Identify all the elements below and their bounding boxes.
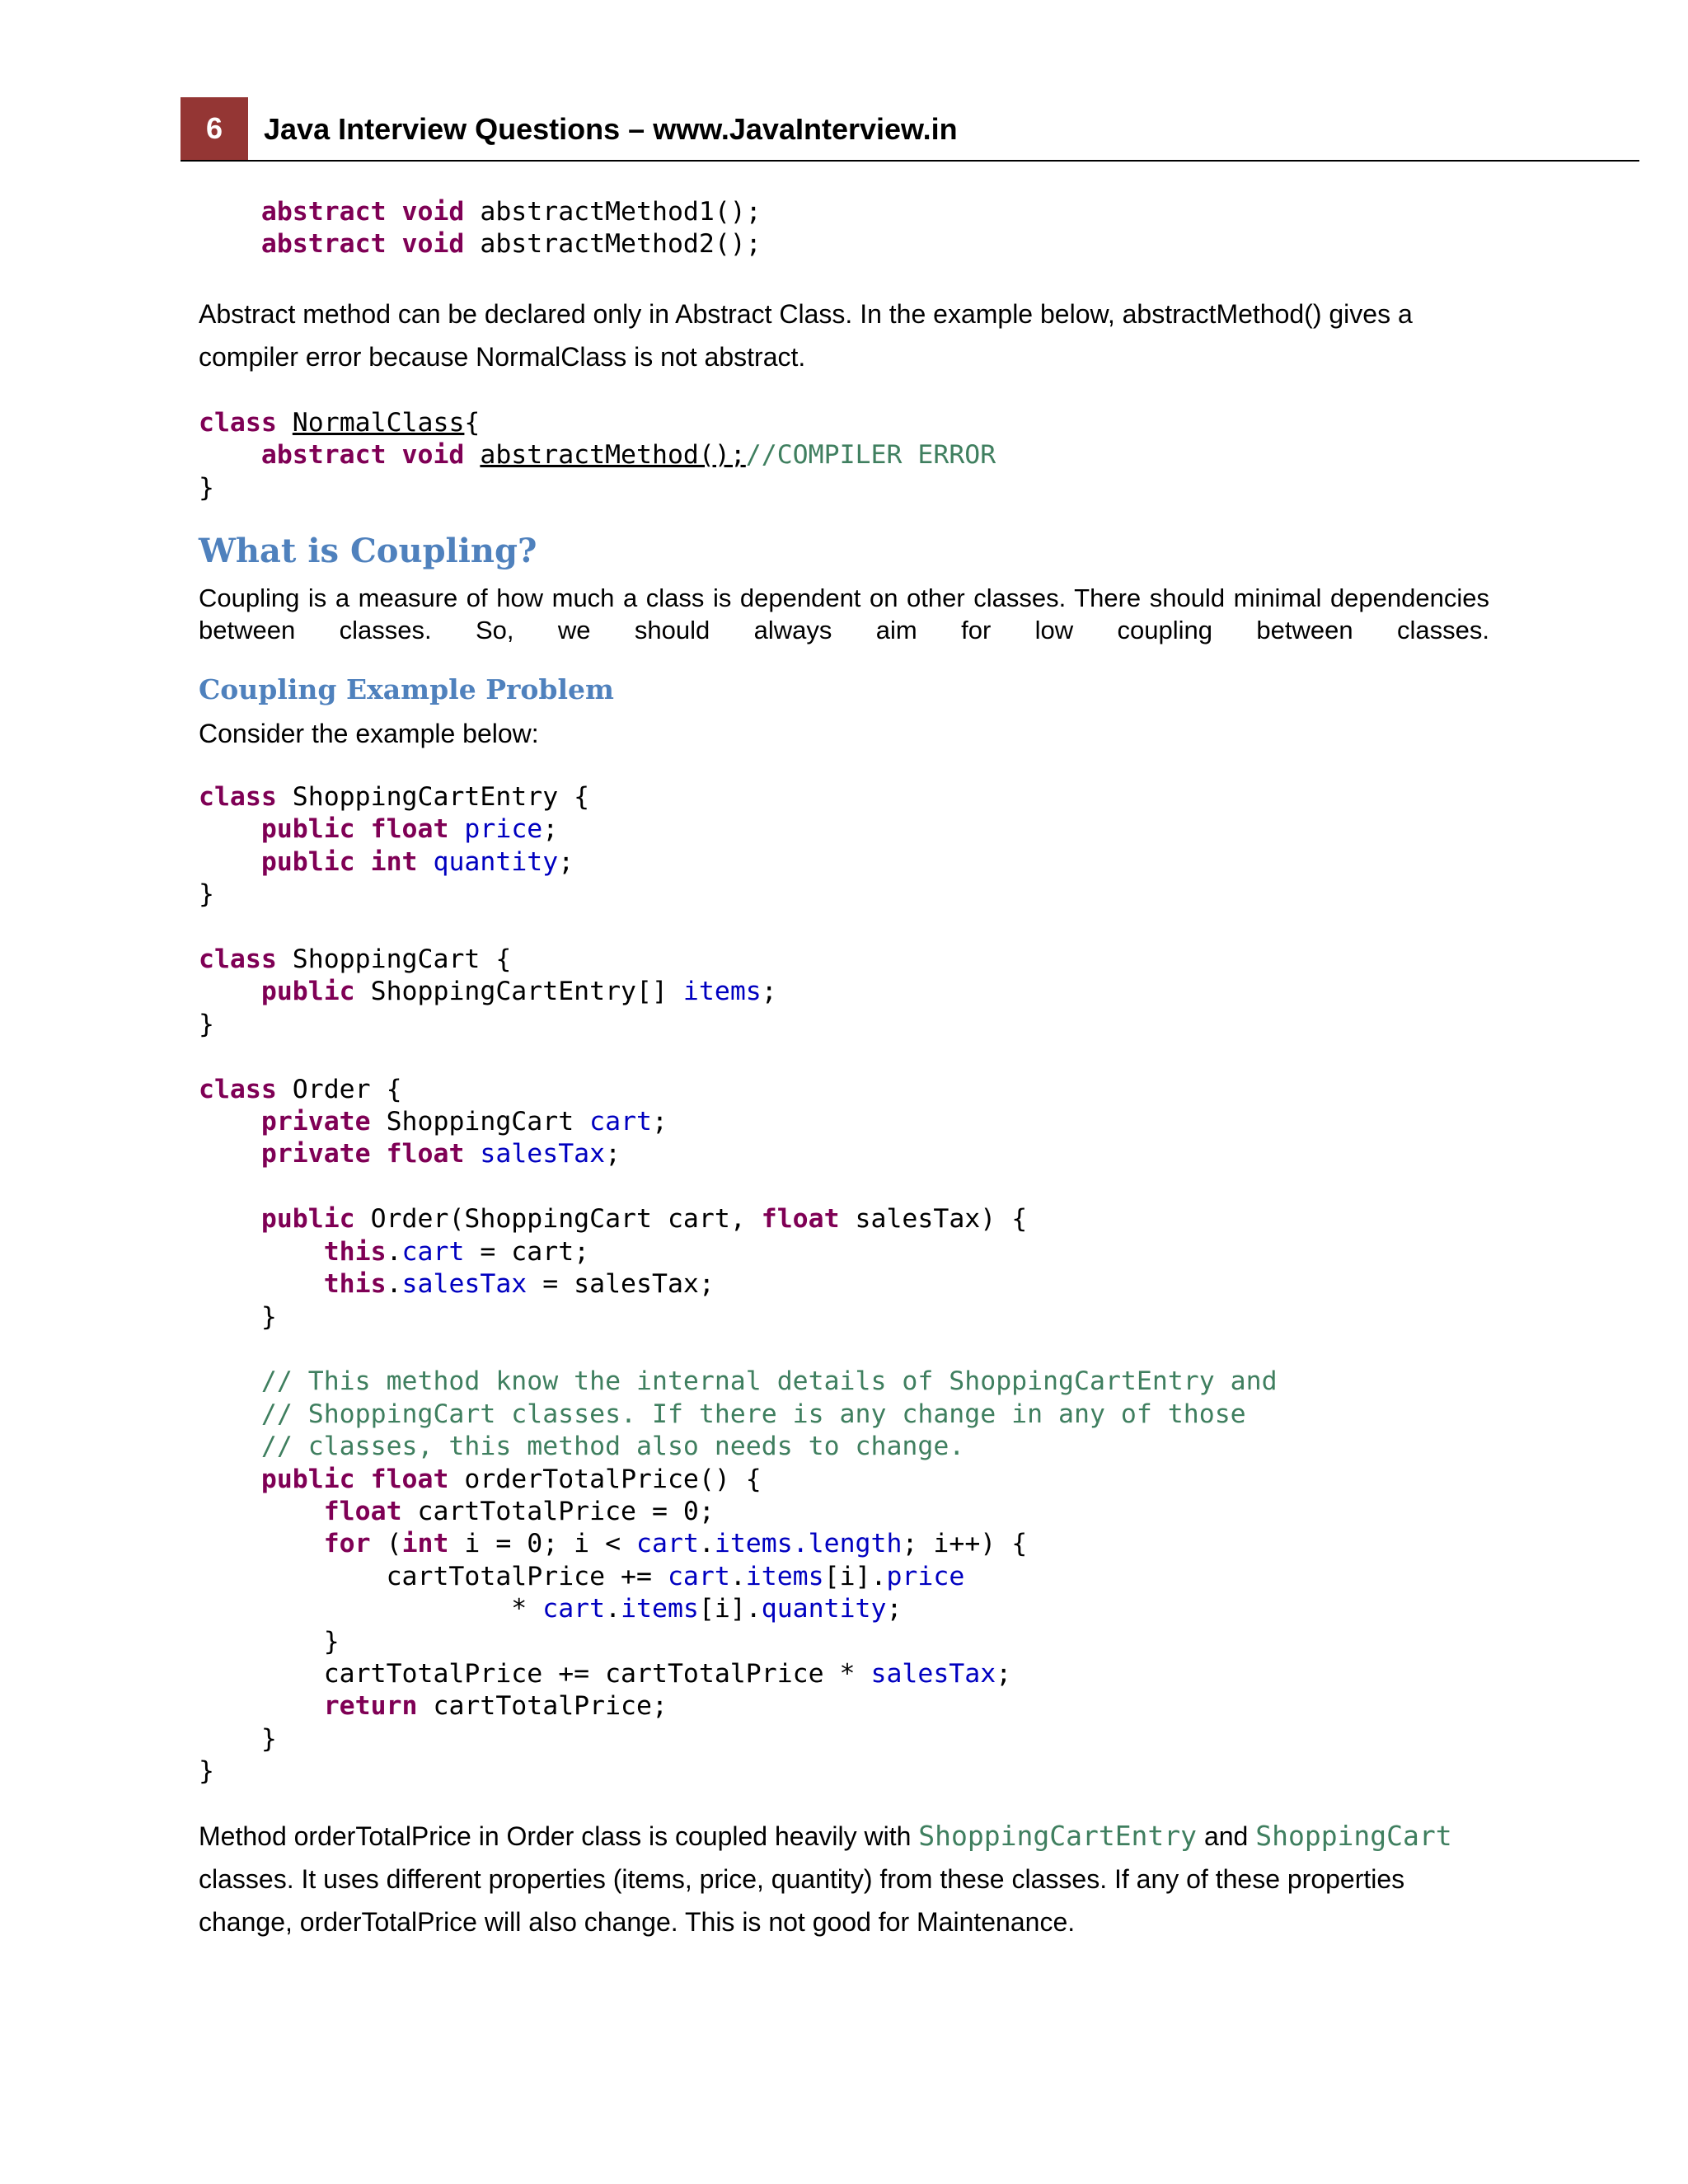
code-text: Order { [276, 1074, 402, 1104]
code-keyword: float [323, 1496, 402, 1526]
code-field: items [621, 1594, 699, 1624]
heading-what-is-coupling: What is Coupling? [199, 532, 537, 570]
code-text: cartTotalPrice = 0; [401, 1496, 715, 1526]
code-text: ShoppingCartEntry[] [354, 977, 683, 1007]
paragraph-text: classes. It uses different properties (items, price, quantity) from these classes. If any of these properties change, orderTotalPrice will also change. This is not good for Maintenance. [199, 1864, 1405, 1937]
code-text: = salesTax; [527, 1269, 715, 1300]
code-text: } [199, 472, 214, 503]
code-keyword: float [761, 1204, 840, 1235]
paragraph-coupling-definition: Coupling is a measure of how much a class is dependent on other classes. There should minimal dependencies between classes. So, we should always aim for low coupling between classes. [199, 583, 1489, 644]
code-keyword: float [370, 1464, 449, 1494]
code-keyword: abstract void [260, 440, 465, 471]
code-block-normal-class [199, 407, 996, 504]
code-text: abstractMethod1(); [464, 197, 762, 227]
code-text: abstractMethod2(); [464, 229, 762, 260]
code-keyword: for [323, 1529, 371, 1559]
code-comment: // ShoppingCart classes. If there is any change in any of those [260, 1399, 1246, 1429]
header-rule [181, 160, 1639, 162]
code-text: ; i++) { [902, 1529, 1028, 1559]
code-keyword: float [386, 1139, 465, 1169]
code-field: price [464, 814, 543, 845]
code-text: i = 0; i < [448, 1529, 637, 1559]
code-text: cartTotalPrice += cartTotalPrice * [323, 1658, 871, 1689]
code-keyword: private [260, 1107, 371, 1137]
code-field: salesTax [870, 1658, 996, 1689]
code-keyword: public [260, 846, 355, 877]
code-keyword: float [370, 814, 449, 845]
paragraph-abstract-method: Abstract method can be declared only in Abstract Class. In the example below, abstractMethod() gives a compiler error because NormalClass is not abstract. [199, 299, 1413, 372]
header-title: Java Interview Questions – www.JavaInterview.in [264, 112, 958, 146]
page-number: 6 [181, 97, 248, 160]
code-field: .length [792, 1529, 903, 1559]
code-block-abstract-methods [199, 196, 762, 261]
code-text: cartTotalPrice; [417, 1691, 668, 1722]
code-field: salesTax [401, 1269, 528, 1300]
code-keyword: class [199, 1074, 277, 1104]
code-text: = cart; [464, 1236, 590, 1267]
code-keyword: return [323, 1691, 418, 1722]
code-keyword: int [370, 846, 418, 877]
paragraph-consider-example: Consider the example below: [199, 719, 539, 748]
code-keyword: public [260, 977, 355, 1007]
code-field: items [745, 1561, 824, 1591]
code-field: salesTax [480, 1139, 606, 1169]
code-text: ShoppingCart { [276, 944, 512, 975]
code-text: ShoppingCart [370, 1107, 590, 1137]
code-text: [i]. [823, 1561, 887, 1591]
code-text: ( [370, 1529, 402, 1559]
code-comment: //COMPILER ERROR [745, 440, 996, 471]
code-text: ShoppingCartEntry { [276, 782, 590, 812]
code-method: abstractMethod(); [480, 440, 746, 471]
code-text: orderTotalPrice() { [448, 1464, 762, 1494]
code-field: cart [401, 1236, 465, 1267]
page-header [181, 97, 1639, 162]
code-field: quantity [761, 1594, 887, 1624]
code-field: cart [542, 1594, 606, 1624]
code-keyword: abstract void [260, 197, 465, 227]
code-block-coupling-example: class ShoppingCartEntry { public float price; public int quantity; } class ShoppingCart { public ShoppingCartEntry[] items; } class Order { private ShoppingCart cart; private float salesTax; public Order(ShoppingCart cart, float salesTax) { this.cart = cart; this.salesTax = salesTax; } // This method know the internal details of ShoppingCartEntry and // ShoppingCart classes. If there is any change in any of those // classes, this method also needs to change. public float orderTotalPrice() { float cartTotalPrice = 0; for (int i = 0; i < cart.items.length; i++) { cartTotalPrice += cart.items[i].price * cart.items[i].quantity; } cartTotalPrice += cartTotalPrice * salesTax; return cartTotalPrice; } } [199, 782, 1278, 1787]
code-comment: // classes, this method also needs to change. [260, 1432, 965, 1462]
code-field: items [714, 1529, 793, 1559]
code-field: quantity [433, 846, 559, 877]
code-keyword: this [323, 1269, 387, 1300]
code-classname: NormalClass [292, 408, 465, 438]
code-keyword: this [323, 1236, 387, 1267]
code-field: cart [636, 1529, 699, 1559]
code-text: salesTax) { [839, 1204, 1028, 1235]
code-keyword: class [199, 408, 277, 438]
inline-code-shoppingcart: ShoppingCart [1255, 1820, 1452, 1852]
code-keyword: public [260, 1464, 355, 1494]
paragraph-text: Method orderTotalPrice in Order class is coupled heavily with [199, 1821, 919, 1851]
code-keyword: private [260, 1139, 371, 1169]
paragraph-text: and [1197, 1821, 1249, 1851]
code-text: cartTotalPrice += [386, 1561, 668, 1591]
code-keyword: abstract void [260, 229, 465, 260]
code-keyword: public [260, 1204, 355, 1235]
code-field: price [886, 1561, 965, 1591]
code-comment: // This method know the internal details of ShoppingCartEntry and [260, 1366, 1278, 1397]
code-keyword: class [199, 782, 277, 812]
heading-coupling-example: Coupling Example Problem [199, 673, 614, 705]
code-field: items [682, 977, 762, 1007]
code-keyword: public [260, 814, 355, 845]
code-text: { [464, 408, 481, 438]
code-keyword: class [199, 944, 277, 975]
code-field: cart [589, 1107, 652, 1137]
code-field: cart [667, 1561, 730, 1591]
inline-code-shoppingcartentry: ShoppingCartEntry [918, 1820, 1198, 1852]
code-keyword: int [401, 1529, 449, 1559]
code-text: [i]. [698, 1594, 762, 1624]
code-text: Order(ShoppingCart cart, [354, 1204, 762, 1235]
paragraph-coupling-explanation [199, 1815, 1489, 1943]
code-text: * [511, 1594, 543, 1624]
